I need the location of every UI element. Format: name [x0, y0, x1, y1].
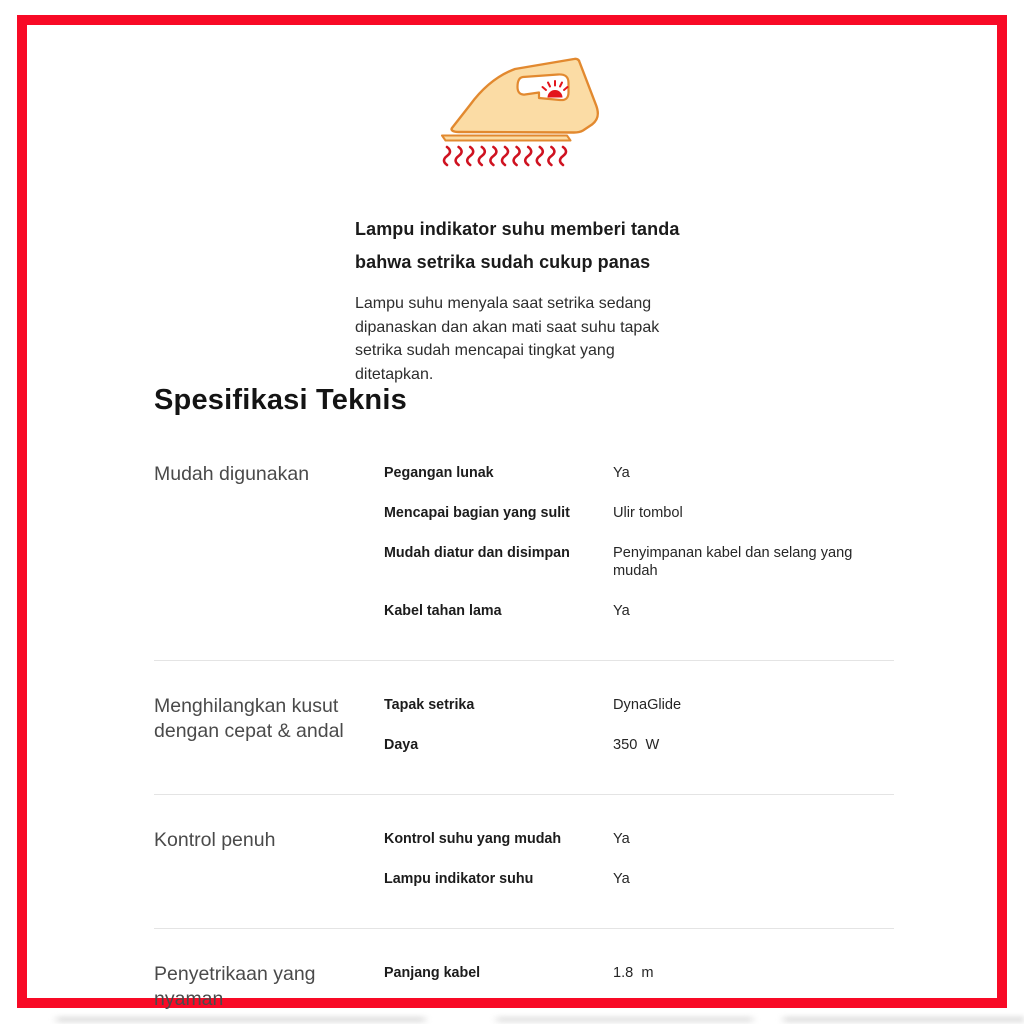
spec-label: Pegangan lunak	[384, 465, 494, 481]
iron-body	[452, 59, 598, 133]
spec-value: 1.8 m	[613, 965, 654, 981]
spec-row	[384, 870, 894, 888]
spec-row	[384, 504, 894, 522]
spec-value: 350 W	[613, 737, 660, 753]
spec-label: Panjang kabel	[384, 965, 481, 981]
spec-section-name: Penyetrikaan yang nyaman	[154, 963, 316, 1010]
spec-label: Kabel tahan lama	[384, 603, 502, 619]
spec-label: Mudah diatur dan disimpan	[384, 545, 570, 561]
feature-title: Lampu indikator suhu memberi tanda bahwa setrika sudah cukup panas	[355, 219, 680, 272]
feature-block	[355, 213, 697, 386]
spec-value: Ulir tombol	[613, 505, 683, 521]
spec-label: Kontrol suhu yang mudah	[384, 831, 562, 847]
spec-section-name: Menghilangkan kusut dengan cepat & andal	[154, 695, 344, 742]
iron-soleplate	[442, 136, 571, 141]
specifications-table	[154, 462, 894, 1024]
feature-description: Lampu suhu menyala saat setrika sedang dipanaskan dan akan mati saat suhu tapak setrika sudah mencapai tingkat yang ditetapkan.	[355, 295, 660, 383]
spec-label: Tapak setrika	[384, 697, 475, 713]
spec-section-name: Mudah digunakan	[154, 463, 310, 485]
spec-value: Ya	[613, 871, 630, 887]
heat-waves-icon	[444, 147, 566, 165]
spec-value: Ya	[613, 465, 630, 481]
spec-section-penyetrikaan-nyaman	[154, 962, 894, 1024]
specifications-heading: Spesifikasi Teknis	[154, 384, 407, 416]
spec-row	[384, 830, 894, 848]
spec-row	[384, 464, 894, 482]
spec-value: Ya	[613, 831, 630, 847]
spec-label: Mencapai bagian yang sulit	[384, 505, 570, 521]
spec-section-menghilangkan-kusut	[154, 694, 894, 795]
spec-row	[384, 696, 894, 714]
spec-row	[384, 544, 894, 580]
iron-illustration	[426, 48, 608, 172]
spec-section-name: Kontrol penuh	[154, 829, 276, 851]
spec-row	[384, 602, 894, 620]
spec-row	[384, 736, 894, 754]
spec-value: Ya	[613, 603, 630, 619]
spec-row	[384, 964, 894, 982]
spec-label: Daya	[384, 737, 419, 753]
spec-value: Penyimpanan kabel dan selang yang mudah	[613, 545, 857, 579]
spec-section-kontrol-penuh	[154, 828, 894, 929]
spec-label: Lampu indikator suhu	[384, 871, 534, 887]
spec-section-mudah-digunakan	[154, 462, 894, 661]
spec-value: DynaGlide	[613, 697, 682, 713]
